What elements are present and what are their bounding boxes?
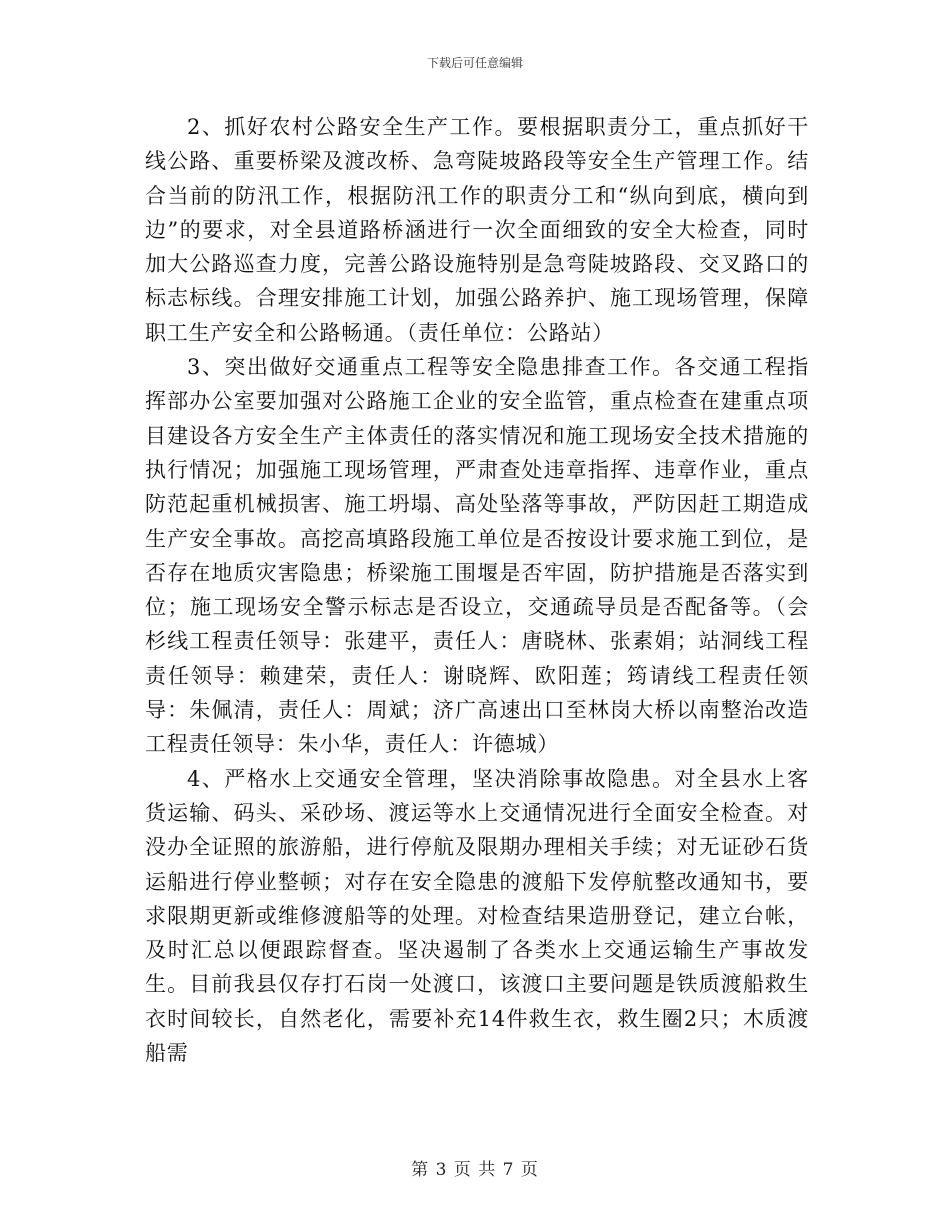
- paragraph-item-4: 4、严格水上交通安全管理，坚决消除事故隐患。对全县水上客货运输、码头、采砂场、渡运等水上交通情况进行全面安全检查。对没办全证照的旅游船，进行停航及限期办理相关手续；对无证砂石货运船进行停业整顿；对存在安全隐患的渡船下发停航整改通知书，要求限期更新或维修渡船等的处理。对检查结果造册登记，建立台帐，及时汇总以便跟踪督查。坚决遏制了各类水上交通运输生产事故发生。目前我县仅存打石岗一处渡口，该渡口主要问题是铁质渡船救生衣时间较长，自然老化，需要补充14件救生衣，救生圈2只；木质渡船需: [145, 766, 809, 1066]
- page-header: 下载后可任意编辑: [426, 56, 523, 70]
- document-body: [145, 110, 809, 1070]
- page-footer: 第 3 页 共 7 页: [411, 1160, 539, 1180]
- paragraph-item-3: 3、突出做好交通重点工程等安全隐患排查工作。各交通工程指挥部办公室要加强对公路施工企业的安全监管，重点检查在建重点项目建设各方安全生产主体责任的落实情况和施工现场安全技术措施的执行情况；加强施工现场管理，严肃查处违章指挥、违章作业，重点防范起重机械损害、施工坍塌、高处坠落等事故，严防因赶工期造成生产安全事故。高挖高填路段施工单位是否按设计要求施工到位，是否存在地质灾害隐患；桥梁施工围堰是否牢固，防护措施是否落实到位；施工现场安全警示标志是否设立，交通疏导员是否配备等。（会杉线工程责任领导：张建平，责任人：唐晓林、张素娟；站洞线工程责任领导：赖建荣，责任人：谢晓辉、欧阳莲；筠请线工程责任领导：朱佩清，责任人：周斌；济广高速出口至林岗大桥以南整治改造工程责任领导：朱小华，责任人：许德城）: [145, 355, 809, 757]
- paragraph-item-2: 2、抓好农村公路安全生产工作。要根据职责分工，重点抓好干线公路、重要桥梁及渡改桥、急弯陡坡路段等安全生产管理工作。结合当前的防汛工作，根据防汛工作的职责分工和“纵向到底，横向到边”的要求，对全县道路桥涵进行一次全面细致的安全大检查，同时加大公路巡查力度，完善公路设施特别是急弯陡坡路段、交叉路口的标志标线。合理安排施工计划，加强公路养护、施工现场管理，保障职工生产安全和公路畅通。（责任单位：公路站）: [145, 115, 809, 345]
